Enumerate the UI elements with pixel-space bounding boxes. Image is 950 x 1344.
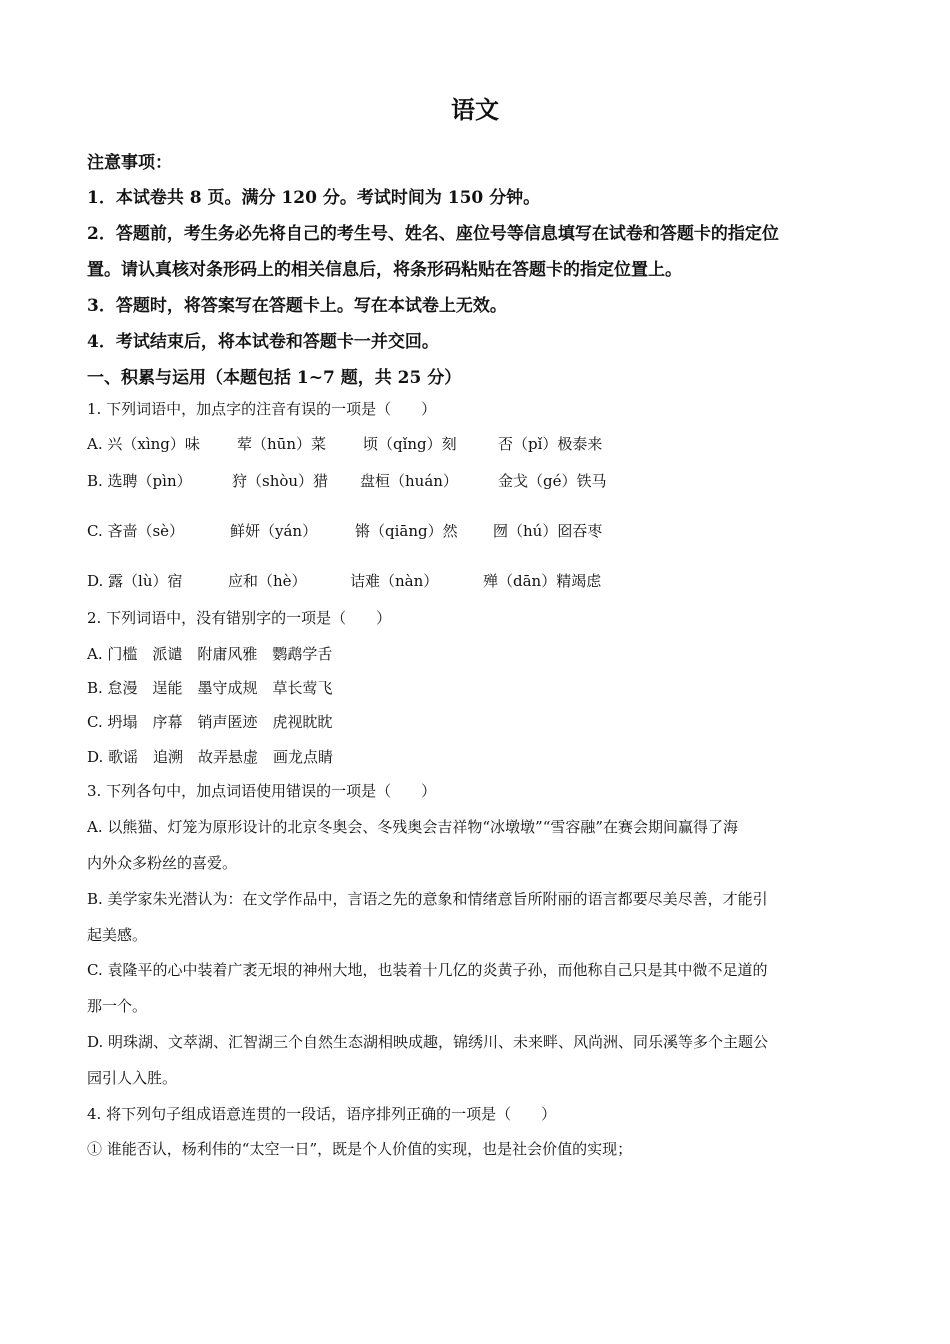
q3-option-d-cont: 园引人入胜。 <box>87 1069 178 1087</box>
q1-c-2: 鲜妍（yán） <box>230 522 318 540</box>
q3-option-a: A. 以熊猫、灯笼为原形设计的北京冬奥会、冬残奥会吉祥物“冰墩墩”“雪容融”在赛会期间赢得了海 <box>87 818 739 836</box>
q4-stem: 4. 将下列句子组成语意连贯的一段话，语序排列正确的一项是（ ） <box>87 1105 557 1123</box>
notice-heading: 注意事项： <box>87 153 172 173</box>
q3-option-d: D. 明珠湖、文萃湖、汇智湖三个自然生态湖相映成趣，锦绣川、未来畔、风尚洲、同乐溪等多个主题公 <box>87 1033 769 1051</box>
q2-option-b: B. 怠漫 逞能 墨守成规 草长莺飞 <box>87 679 333 697</box>
notice-item-2: 2．答题前，考生务必先将自己的考生号、姓名、座位号等信息填写在试卷和答题卡的指定位 <box>87 224 779 244</box>
q1-d-3: 诘难（nàn） <box>350 572 439 590</box>
section-heading: 一、积累与运用（本题包括 1~7 题，共 25 分） <box>87 368 462 388</box>
q1-a-2: 荤（hūn）菜 <box>237 435 326 453</box>
q1-c-4: 囫（hú）囵吞枣 <box>493 522 603 540</box>
q1-a-3: 顷（qǐng）刻 <box>363 435 457 453</box>
q1-b-2: 狩（shòu）猎 <box>232 472 329 490</box>
q3-stem: 3. 下列各句中，加点词语使用错误的一项是（ ） <box>87 782 437 800</box>
q1-d-2: 应和（hè） <box>228 572 307 590</box>
q3-option-a-cont: 内外众多粉丝的喜爱。 <box>87 854 238 872</box>
q2-stem: 2. 下列词语中，没有错别字的一项是（ ） <box>87 609 392 627</box>
notice-item-1: 1．本试卷共 8 页。满分 120 分。考试时间为 150 分钟。 <box>87 188 541 208</box>
notice-item-3: 3．答题时，将答案写在答题卡上。写在本试卷上无效。 <box>87 296 507 316</box>
q1-c-3: 锵（qiāng）然 <box>355 522 458 540</box>
notice-item-2-cont: 置。请认真核对条形码上的相关信息后，将条形码粘贴在答题卡的指定位置上。 <box>87 260 682 280</box>
q1-c-1: C. 吝啬（sè） <box>87 522 185 540</box>
q1-a-4: 否（pǐ）极泰来 <box>498 435 603 453</box>
page-title: 语文 <box>451 95 499 124</box>
q2-option-c: C. 坍塌 序幕 销声匿迹 虎视眈眈 <box>87 713 333 731</box>
q3-option-b: B. 美学家朱光潜认为：在文学作品中，言语之先的意象和情绪意旨所附丽的语言都要尽美尽善，才能引 <box>87 890 768 908</box>
q1-d-4: 殚（dān）精竭虑 <box>483 572 602 590</box>
notice-item-4: 4．考试结束后，将本试卷和答题卡一并交回。 <box>87 332 439 352</box>
q1-stem: 1. 下列词语中，加点字的注音有误的一项是（ ） <box>87 400 437 418</box>
q1-d-1: D. 露（lù）宿 <box>87 572 183 590</box>
q1-a-1: A. 兴（xìng）味 <box>87 435 200 453</box>
q3-option-c-cont: 那一个。 <box>87 997 148 1015</box>
q2-option-a: A. 门槛 派谴 附庸风雅 鹦鹉学舌 <box>87 645 333 663</box>
q1-b-1: B. 选聘（pìn） <box>87 472 192 490</box>
q2-option-d: D. 歌谣 追溯 故弄悬虚 画龙点睛 <box>87 748 334 766</box>
q4-sentence-1: ① 谁能否认，杨利伟的“太空一日”，既是个人价值的实现，也是社会价值的实现； <box>87 1140 633 1158</box>
q1-b-3: 盘桓（huán） <box>360 472 458 490</box>
q1-b-4: 金戈（gé）铁马 <box>498 472 607 490</box>
q3-option-b-cont: 起美感。 <box>87 926 148 944</box>
q3-option-c: C. 袁隆平的心中装着广袤无垠的神州大地，也装着十几亿的炎黄子孙，而他称自己只是其中微不足道的 <box>87 961 768 979</box>
